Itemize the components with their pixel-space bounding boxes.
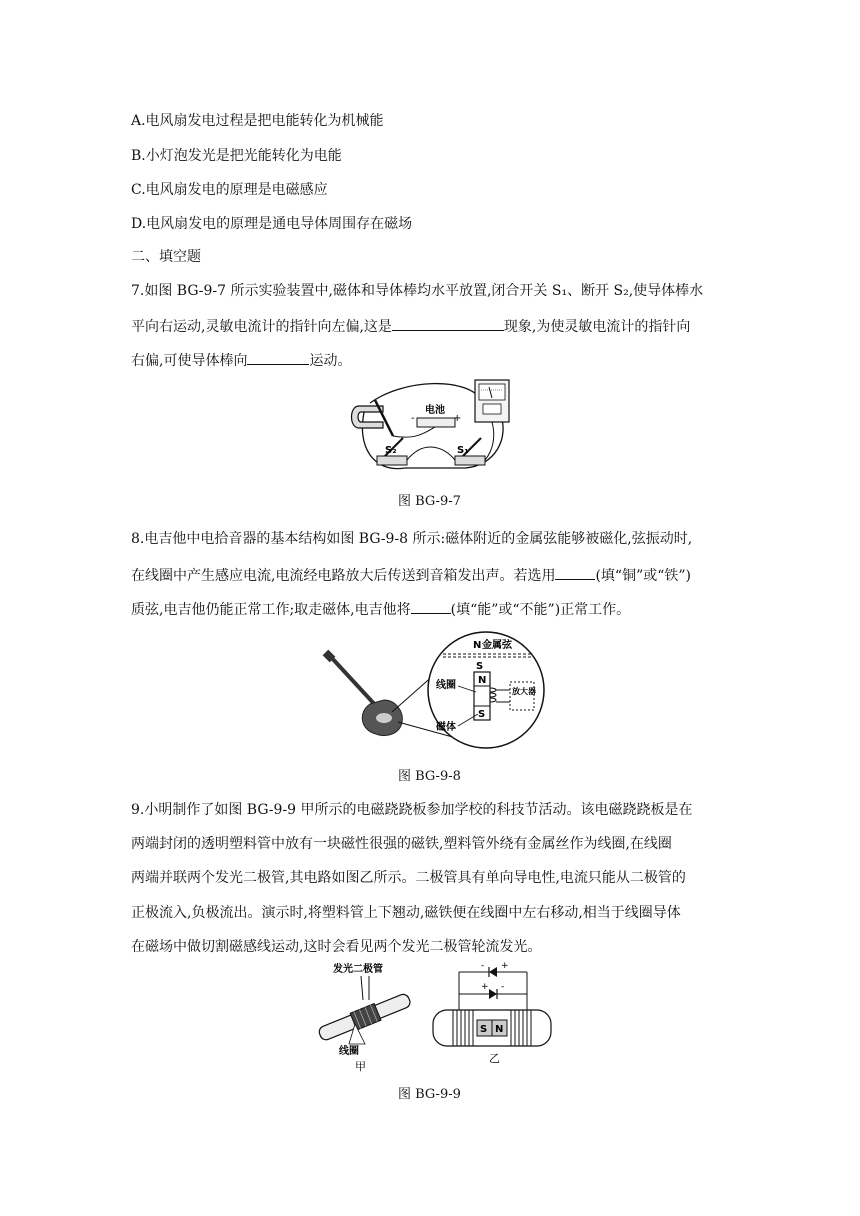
coil-label-jia: 线圈: [339, 1046, 359, 1057]
string-s-label: S: [476, 661, 484, 672]
q7-line-3-text-b: 运动。: [309, 353, 352, 369]
figure-bg-9-7: [345, 378, 515, 478]
caption-bg-9-9: 图 BG-9-9: [398, 1087, 461, 1102]
figure-bg-9-8: [318, 626, 558, 752]
battery-label: 电池: [425, 405, 445, 416]
led-label: 发光二极管: [333, 964, 383, 975]
option-d: D.电风扇发电的原理是通电导体周围存在磁场: [131, 216, 413, 232]
q8-line-2-text-b: (填“铜”或“铁”): [595, 568, 692, 584]
switch-s2-label: S₂: [385, 445, 397, 456]
coil-label: 线圈: [436, 680, 456, 691]
section-title: 二、填空题: [131, 249, 201, 265]
q9-line-1: 9.小明制作了如图 BG-9-9 甲所示的电磁跷跷板参加学校的科技节活动。该电磁跷跷板是在: [131, 802, 693, 818]
q9-line-5: 在磁场中做切割磁感线运动,这时会看见两个发光二极管轮流发光。: [131, 939, 542, 955]
q7-line-3: [131, 350, 351, 370]
q7-line-1: 7.如图 BG-9-7 所示实验装置中,磁体和导体棒均水平放置,闭合开关 S₁、断开 S₂,使导体棒水: [131, 283, 704, 299]
q8-line-2-text-a: 在线圈中产生感应电流,电流经电路放大后传送到音箱发出声。若选用: [131, 568, 556, 584]
q8-blank-2[interactable]: [411, 599, 451, 614]
q7-line-3-text-a: 右偏,可使导体棒向: [131, 353, 248, 369]
q8-blank-1[interactable]: [555, 565, 595, 580]
q9-line-4: 正极流入,负极流出。演示时,将塑料管上下翘动,磁铁便在线圈中左右移动,相当于线圈导体: [131, 905, 681, 921]
q7-line-2: [131, 316, 690, 336]
label-jia: 甲: [355, 1060, 366, 1073]
option-c: C.电风扇发电的原理是电磁感应: [131, 182, 328, 198]
yi-s-label: S: [480, 1024, 488, 1035]
magnet-s-label: S: [478, 709, 486, 720]
yi-n-label: N: [495, 1024, 504, 1035]
string-n-label: N: [473, 640, 482, 651]
magnet-label: 磁体: [436, 722, 456, 733]
caption-bg-9-7: 图 BG-9-7: [398, 494, 461, 509]
amplifier-label: 放大器: [512, 687, 536, 696]
q8-line-3: [131, 599, 630, 619]
q8-line-1: 8.电吉他中电拾音器的基本结构如图 BG-9-8 所示:磁体附近的金属弦能够被磁化,弦振动时,: [131, 531, 693, 547]
q8-line-2: [131, 565, 691, 585]
metal-string-label: 金属弦: [482, 640, 512, 651]
q8-line-3-text-a: 质弦,电吉他仍能正常工作;取走磁体,电吉他将: [131, 602, 411, 618]
q9-line-3: 两端并联两个发光二极管,其电路如图乙所示。二极管具有单向导电性,电流只能从二极管的: [131, 870, 686, 886]
q7-line-2-text-a: 平向右运动,灵敏电流计的指针向左偏,这是: [131, 319, 392, 335]
label-yi: 乙: [489, 1052, 500, 1065]
led1-plus: +: [501, 961, 509, 971]
figure-bg-9-9: [315, 958, 555, 1074]
magnet-n-label: N: [478, 675, 487, 686]
option-b: B.小灯泡发光是把光能转化为电能: [131, 148, 342, 164]
q9-line-2: 两端封闭的透明塑料管中放有一块磁性很强的磁铁,塑料管外绕有金属丝作为线圈,在线圈: [131, 836, 672, 852]
led2-plus: +: [481, 982, 489, 992]
caption-bg-9-8: 图 BG-9-8: [398, 769, 461, 784]
option-a: A.电风扇发电过程是把电能转化为机械能: [131, 113, 384, 129]
q8-line-3-text-b: (填“能”或“不能”)正常工作。: [450, 602, 631, 618]
q7-blank-1[interactable]: [392, 316, 504, 331]
led2-minus: -: [501, 982, 505, 992]
led1-minus: -: [481, 961, 485, 971]
switch-s1-label: S₁: [457, 445, 469, 456]
q7-blank-2[interactable]: [247, 350, 309, 365]
battery-plus: +: [453, 413, 462, 424]
q7-line-2-text-b: 现象,为使灵敏电流计的指针向: [503, 319, 691, 335]
battery-minus: -: [411, 413, 415, 424]
